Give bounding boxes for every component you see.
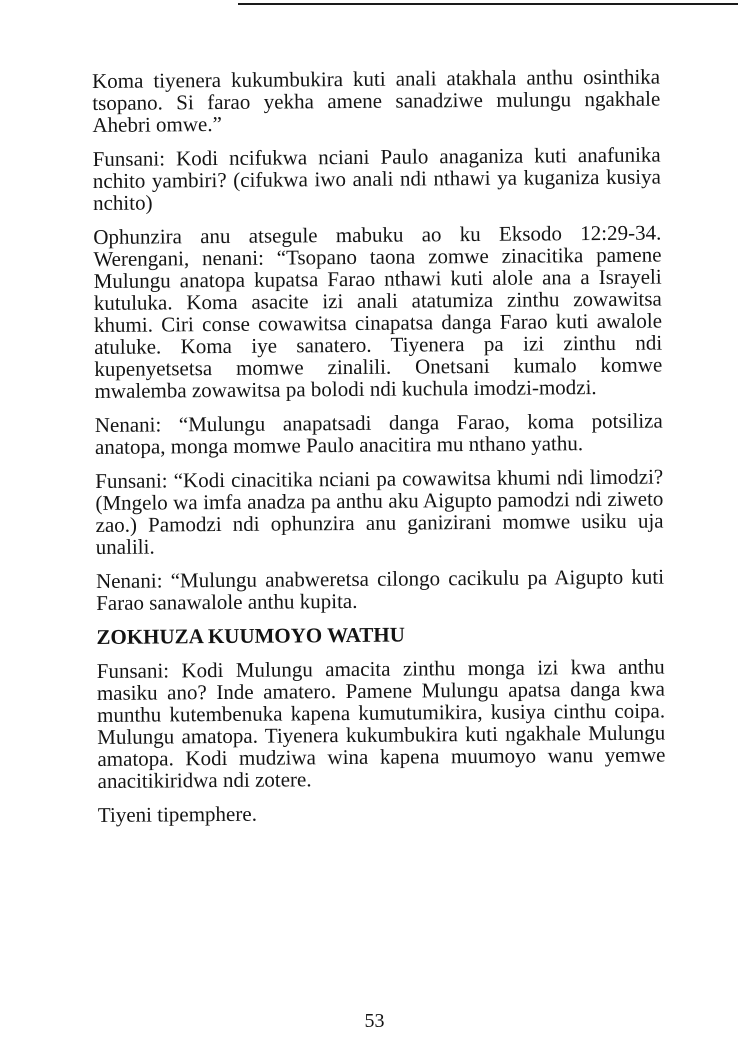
page-body	[92, 66, 666, 838]
top-rule	[238, 3, 738, 5]
paragraph-prayer: Tiyeni tipemphere.	[97, 801, 257, 827]
paragraph-exodus-reading: Ophunzira anu atsegule mabuku ao ku Eksodo 12:29-34. Werengani, nenani: “Tsopano taona zomwe zinacitika pamene Mulungu anatopa kupatsa Farao nthawi kuti alole ana a Israyeli kutuluka. Koma asacite izi anali atatumiza zinthu zowawitsa khumi. Ciri conse cowawitsa cinapatsa danga Farao kuti awalole atuluke. Koma iye sanatero. Tiyenera pa izi zinthu ndi kupenyetsetsa momwe zinalili. Onetsani kumalo komwe mwalemba zowawitsa pa bolodi ndi kuchula imodzi-modzi.	[93, 220, 663, 403]
paragraph-question-paulo: Funsani: Kodi ncifukwa nciani Paulo anaganiza kuti anafunika nchito yambiri? (cifukwa iwo anali ndi nthawi ya kuganiza kusiya nchito)	[92, 142, 661, 215]
paragraph-say-egypt: Nenani: “Mulungu anabweretsa cilongo cacikulu pa Aigupto kuti Farao sanawalole anthu kupita.	[95, 564, 665, 615]
paragraph-question-tenth-plague: Funsani: “Kodi cinacitika nciani pa cowawitsa khumi ndi limodzi? (Mngelo wa imfa anadza pa anthu aku Aigupto pamodzi ndi ziweto zao.) Pamodzi ndi ophunzira anu ganizirani momwe usiku uja unalili.	[95, 464, 664, 559]
paragraph-application: Funsani: Kodi Mulungu amacita zinthu monga izi kwa anthu masiku ano? Inde amatero. Pamene Mulungu apatsa danga kwa munthu kutembenuka kapena kumutumikira, kusiya cinthu coipa. Mulungu amatopa. Tiyenera kukumbukira kuti ngakhale Mulungu amatopa. Kodi mudziwa wina kapena muumoyo wanu yemwe anacitikiridwa ndi zotere.	[96, 654, 666, 793]
section-heading: ZOKHUZA KUUMOYO WATHU	[96, 622, 405, 649]
paragraph-reminder: Koma tiyenera kukumbukira kuti anali atakhala anthu osinthika tsopano. Si farao yekha amene sanadziwe mulungu ngakhale Ahebri omwe.”	[91, 64, 661, 137]
paragraph-say-pharaoh: Nenani: “Mulungu anapatsadi danga Farao, koma potsiliza anatopa, monga momwe Paulo anacitira mu nthano yathu.	[94, 408, 663, 459]
page-number: 53	[364, 1010, 385, 1032]
